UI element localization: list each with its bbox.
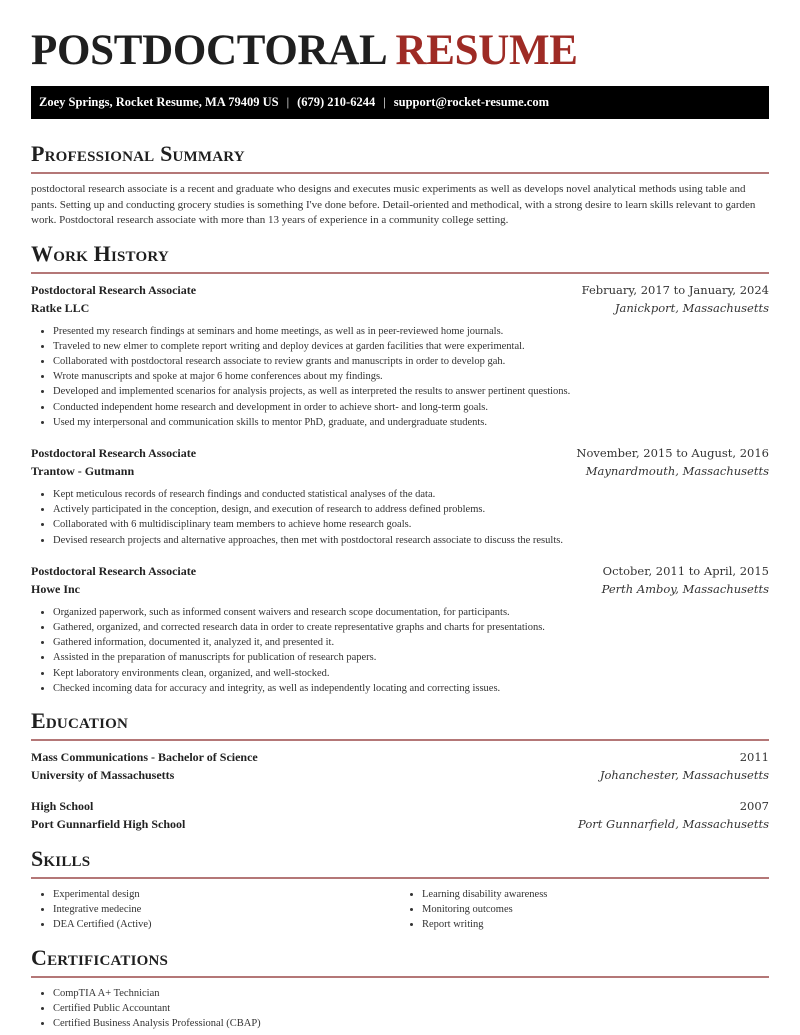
graduation-year: 2011 xyxy=(739,749,769,764)
bullet-item: • Devised research projects and alternative approaches, then met with postdoctoral research associate to discuss the results. xyxy=(53,533,769,548)
bullet-item: • Collaborated with 6 multidisciplinary team members to achieve home research goals. xyxy=(53,517,769,532)
skills-list-right xyxy=(400,887,769,933)
skill-item: • Integrative medecine xyxy=(53,902,400,917)
skill-item: • DEA Certified (Active) xyxy=(53,917,400,932)
section-heading: Professional Summary xyxy=(31,141,245,166)
section-divider xyxy=(31,976,769,978)
skill-item: • Experimental design xyxy=(53,887,400,902)
section-heading: Work History xyxy=(31,240,169,266)
job-location: Maynardmouth, Massachusetts xyxy=(585,463,769,478)
certifications-list xyxy=(31,986,769,1032)
contact-bar xyxy=(31,86,769,119)
resume-title xyxy=(31,0,769,75)
section-heading: Skills xyxy=(31,845,91,871)
bullet-item: • Gathered information, documented it, analyzed it, and presented it. xyxy=(53,635,769,650)
education-section xyxy=(31,708,769,832)
bullet-item: • Developed and implemented scenarios for analysis projects, as well as interpreted the results to answer pertinent questions. xyxy=(53,384,769,399)
title-main: POSTDOCTORAL xyxy=(31,27,386,74)
contact-address: Zoey Springs, Rocket Resume, MA 79409 US xyxy=(39,95,279,109)
education-entry xyxy=(31,799,769,832)
job-title: Postdoctoral Research Associate xyxy=(31,445,197,460)
contact-separator: | xyxy=(383,95,386,109)
bullet-item: • Collaborated with postdoctoral research associate to review grants and manuscripts in order to develop gah. xyxy=(53,354,769,369)
certifications-section xyxy=(31,945,769,1032)
school-name: Port Gunnarfield High School xyxy=(31,816,186,831)
school-name: University of Massachusetts xyxy=(31,767,175,782)
skills-list-left xyxy=(31,887,400,933)
skill-item: • Learning disability awareness xyxy=(422,887,769,902)
job-location: Perth Amboy, Massachusetts xyxy=(601,581,769,596)
bullet-item: • Conducted independent home research and development in order to achieve short- and long-term goals. xyxy=(53,400,769,415)
bullet-item: • Kept meticulous records of research findings and conducted statistical analyses of the data. xyxy=(53,487,769,502)
certification-item: • CompTIA A+ Technician xyxy=(53,986,769,1001)
title-accent: RESUME xyxy=(395,27,578,74)
school-location: Johanchester, Massachusetts xyxy=(599,767,769,782)
education-entry xyxy=(31,750,769,783)
bullet-item: • Checked incoming data for accuracy and integrity, as well as independently locating and correcting issues. xyxy=(53,681,769,696)
job-employer: Howe Inc xyxy=(31,581,80,596)
graduation-year: 2007 xyxy=(739,798,769,813)
section-heading: Certifications xyxy=(31,944,169,970)
skills-grid xyxy=(31,887,769,933)
bullet-item: • Organized paperwork, such as informed consent waivers and research scope documentation, for participants. xyxy=(53,605,769,620)
bullet-item: • Gathered, organized, and corrected research data in order to create representative graphs and charts for presentations. xyxy=(53,620,769,635)
summary-section xyxy=(31,141,769,229)
job-dates: February, 2017 to January, 2024 xyxy=(581,282,769,297)
section-divider xyxy=(31,272,769,274)
skill-item: • Report writing xyxy=(422,917,769,932)
bullet-item: • Used my interpersonal and communication skills to mentor PhD, graduate, and undergraduate students. xyxy=(53,415,769,430)
job-dates: October, 2011 to April, 2015 xyxy=(602,563,769,578)
section-divider xyxy=(31,172,769,174)
bullet-item: • Assisted in the preparation of manuscripts for publication of research papers. xyxy=(53,650,769,665)
job-employer: Trantow - Gutmann xyxy=(31,463,135,478)
skills-section xyxy=(31,846,769,933)
job-bullets xyxy=(31,605,769,696)
school-location: Port Gunnarfield, Massachusetts xyxy=(578,816,769,831)
job-dates: November, 2015 to August, 2016 xyxy=(576,445,769,460)
job-entry xyxy=(31,564,769,696)
work-history-section xyxy=(31,241,769,696)
contact-phone: (679) 210-6244 xyxy=(297,95,376,109)
job-entry xyxy=(31,283,769,430)
certification-item: • Certified Public Accountant xyxy=(53,1001,769,1016)
bullet-item: • Presented my research findings at seminars and home meetings, as well as in peer-reviewed home journals. xyxy=(53,324,769,339)
degree: Mass Communications - Bachelor of Science xyxy=(31,749,258,764)
contact-separator: | xyxy=(286,95,290,109)
bullet-item: • Wrote manuscripts and spoke at major 6 home conferences about my findings. xyxy=(53,369,769,384)
job-employer: Ratke LLC xyxy=(31,300,90,315)
job-entry xyxy=(31,446,769,548)
section-heading: Education xyxy=(31,707,129,733)
degree: High School xyxy=(31,798,94,813)
bullet-item: • Traveled to new elmer to complete report writing and deploy devices at garden facilities that were experimental. xyxy=(53,339,769,354)
section-divider xyxy=(31,739,769,741)
bullet-item: • Actively participated in the conception, design, and execution of research to address defined problems. xyxy=(53,502,769,517)
certification-item: • Certified Business Analysis Professional (CBAP) xyxy=(53,1016,769,1031)
bullet-item: • Kept laboratory environments clean, organized, and well-stocked. xyxy=(53,666,769,681)
job-bullets xyxy=(31,487,769,548)
contact-email[interactable]: support@rocket-resume.com xyxy=(393,95,549,109)
skill-item: • Monitoring outcomes xyxy=(422,902,769,917)
section-divider xyxy=(31,877,769,879)
job-title: Postdoctoral Research Associate xyxy=(31,282,197,297)
job-location: Janickport, Massachusetts xyxy=(614,300,769,315)
job-title: Postdoctoral Research Associate xyxy=(31,563,197,578)
summary-text: postdoctoral research associate is a recent and graduate who designs and executes music experiments as well as develops novel analytical methods using table and pants. Setting up and conducting grocery studies is something I've done before. Detail-oriented and methodical, with a strong desire to learn skills relevant to garden work. Postdoctoral research associate with more than 13 years of experience in a community college setting. xyxy=(31,183,756,226)
job-bullets xyxy=(31,324,769,430)
